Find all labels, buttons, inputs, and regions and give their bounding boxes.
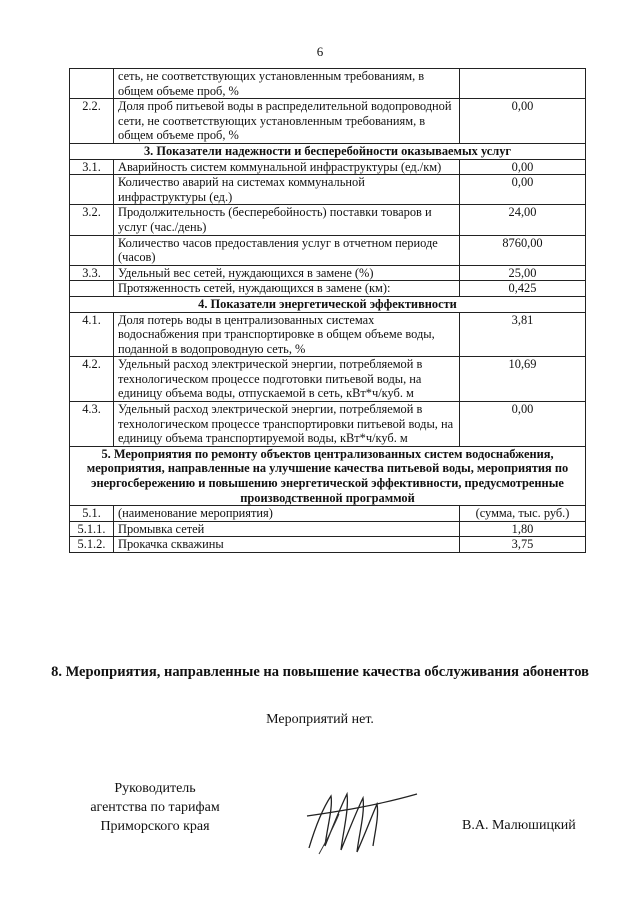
- row-value: 0,00: [460, 175, 586, 205]
- table-row: [70, 537, 586, 553]
- row-text: Удельный вес сетей, нуждающихся в замене (%): [114, 265, 460, 281]
- row-text: Продолжительность (бесперебойность) поставки товаров и услуг (час./день): [114, 205, 460, 235]
- section-8-heading-text: 8. Мероприятия, направленные на повышение качества обслуживания абонентов: [51, 664, 589, 680]
- section-heading: 4. Показатели энергетической эффективности: [70, 296, 586, 312]
- row-value: 0,00: [460, 402, 586, 447]
- table-row: [70, 205, 586, 235]
- section-8-heading: [0, 664, 640, 681]
- signatory-line-2: агентства по тарифам: [90, 800, 220, 815]
- row-value: 3,81: [460, 312, 586, 357]
- section-heading-row: [70, 143, 586, 159]
- row-value: 1,80: [460, 521, 586, 537]
- row-number: 5.1.: [70, 506, 114, 522]
- row-text: Доля потерь воды в централизованных системах водоснабжения при транспортировке в общем объеме воды, поданной в водопроводную сеть, %: [114, 312, 460, 357]
- row-text: Удельный расход электрической энергии, потребляемой в технологическом процессе транспортировки питьевой воды, на единицу объема транспортируемой воды, кВт*ч/куб. м: [114, 402, 460, 447]
- signatory-line-3: Приморского края: [100, 819, 210, 834]
- section-heading: 5. Мероприятия по ремонту объектов централизованных систем водоснабжения, мероприятия, направленные на улучшение качества питьевой воды, мероприятия по энергосбережению и повышению энергетической эффективности, предусмотренные производственной программой: [70, 446, 586, 505]
- table-row: [70, 357, 586, 402]
- row-text: сеть, не соответствующих установленным требованиям, в общем объеме проб, %: [114, 69, 460, 99]
- row-number: 5.1.1.: [70, 521, 114, 537]
- table-row: [70, 506, 586, 522]
- row-number: [70, 235, 114, 265]
- row-value: 8760,00: [460, 235, 586, 265]
- row-value: [460, 69, 586, 99]
- row-text: Прокачка скважины: [114, 537, 460, 553]
- row-number: [70, 281, 114, 297]
- row-number: 4.1.: [70, 312, 114, 357]
- row-number: [70, 69, 114, 99]
- table-row: [70, 521, 586, 537]
- row-value: 10,69: [460, 357, 586, 402]
- section-heading-row: [70, 446, 586, 505]
- table-row: [70, 281, 586, 297]
- row-number: 2.2.: [70, 99, 114, 144]
- handwritten-signature: [305, 788, 420, 856]
- section-heading-row: [70, 296, 586, 312]
- row-value: 25,00: [460, 265, 586, 281]
- row-number: 4.2.: [70, 357, 114, 402]
- row-value: 0,425: [460, 281, 586, 297]
- row-value: (сумма, тыс. руб.): [460, 506, 586, 522]
- row-text: (наименование мероприятия): [114, 506, 460, 522]
- row-number: 3.3.: [70, 265, 114, 281]
- table-row: [70, 235, 586, 265]
- table-row: [70, 265, 586, 281]
- row-text: Количество часов предоставления услуг в отчетном периоде (часов): [114, 235, 460, 265]
- no-measures-text: Мероприятий нет.: [266, 712, 374, 727]
- signatory-name: В.А. Малюшицкий: [462, 818, 576, 833]
- row-text: Аварийность систем коммунальной инфраструктуры (ед./км): [114, 159, 460, 175]
- row-text: Промывка сетей: [114, 521, 460, 537]
- row-text: Количество аварий на системах коммунальной инфраструктуры (ед.): [114, 175, 460, 205]
- table-row: [70, 159, 586, 175]
- row-number: 5.1.2.: [70, 537, 114, 553]
- indicators-table: [69, 68, 586, 553]
- row-text: Доля проб питьевой воды в распределительной водопроводной сети, не соответствующих установленным требованиям, в общем объеме проб, %: [114, 99, 460, 144]
- table-row: [70, 69, 586, 99]
- row-number: 4.3.: [70, 402, 114, 447]
- row-value: 0,00: [460, 159, 586, 175]
- signatory-title: [60, 779, 250, 836]
- table-row: [70, 402, 586, 447]
- table-row: [70, 312, 586, 357]
- row-value: 3,75: [460, 537, 586, 553]
- row-number: [70, 175, 114, 205]
- signatory-line-1: Руководитель: [114, 781, 196, 796]
- row-text: Протяженность сетей, нуждающихся в замене (км):: [114, 281, 460, 297]
- page-number: 6: [316, 44, 324, 59]
- table-row: [70, 175, 586, 205]
- section-heading: 3. Показатели надежности и бесперебойности оказываемых услуг: [70, 143, 586, 159]
- table-row: [70, 99, 586, 144]
- row-text: Удельный расход электрической энергии, потребляемой в технологическом процессе подготовки питьевой воды, на единицу объема воды, отпускаемой в сеть, кВт*ч/куб. м: [114, 357, 460, 402]
- row-value: 0,00: [460, 99, 586, 144]
- row-number: 3.2.: [70, 205, 114, 235]
- row-number: 3.1.: [70, 159, 114, 175]
- row-value: 24,00: [460, 205, 586, 235]
